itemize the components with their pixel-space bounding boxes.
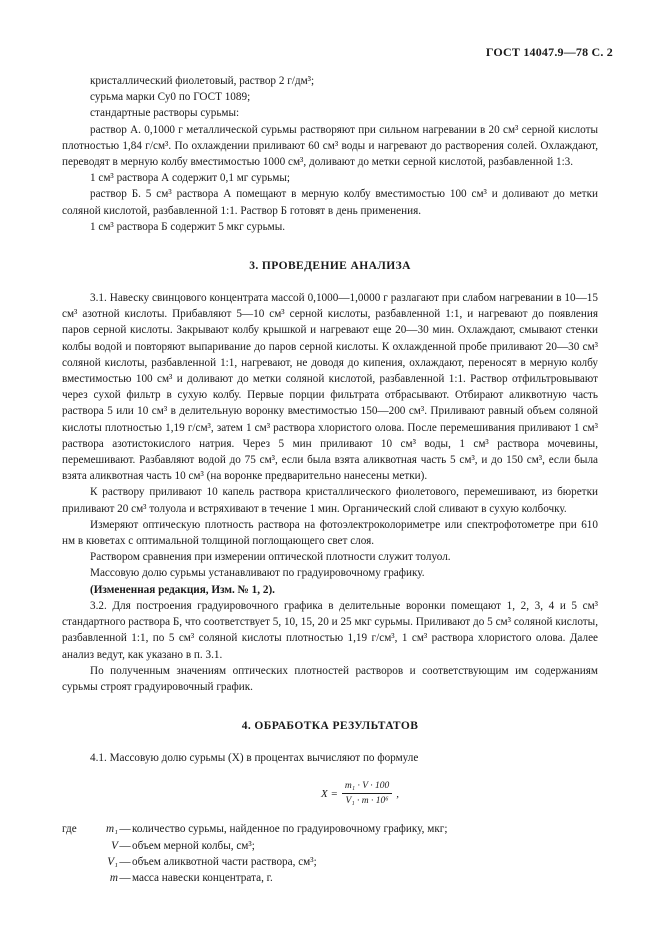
legend-row: m — масса навески концентрата, г. [62, 870, 598, 886]
legend-symbol: m [109, 871, 118, 884]
formula-lhs: X = [321, 787, 338, 800]
section-4-heading: 4. ОБРАБОТКА РЕЗУЛЬТАТОВ [241, 720, 419, 733]
intro-line-1: кристаллический фиолетовый, раствор 2 г/дм³; [90, 75, 315, 87]
solution-a-note: 1 см³ раствора А содержит 0,1 мг сурьмы; [90, 172, 290, 185]
page-header: ГОСТ 14047.9—78 С. 2 [485, 45, 613, 59]
amendment-note: (Измененная редакция, Изм. № 1, 2). [90, 583, 275, 596]
section-3-p5: Массовую долю сурьмы устанавливают по градуировочному графику. [90, 567, 425, 580]
document-body [62, 73, 598, 886]
legend-definition: количество сурьмы, найденное по градуировочному графику, мкг; [132, 823, 448, 836]
section-3-p3: Измеряют оптическую плотность раствора на фотоэлектроколориметре или спектрофотометре при 610 нм в кюветах с оптимальной толщиной поглощающего свет слоя. [62, 518, 598, 548]
formula-fraction [342, 780, 392, 807]
legend-row: где m₁ — количество сурьмы, найденное по градуировочному графику, мкг; [62, 821, 598, 837]
legend-definition: масса навески концентрата, г. [132, 871, 273, 884]
formula-legend [62, 821, 598, 886]
solution-a-paragraph: раствор А. 0,1000 г металлической сурьмы растворяют при сильном нагревании в 20 см³ серной кислоты плотностью 1,84 г/см³. По охлаждении приливают 60 см³ воды и нагревают до растворения солей. Охлаждают, переводят в мерную колбу вместимостью 1000 см³, доливают до метки серной кислотой, разбавленной 1:3. [62, 123, 598, 169]
legend-symbol: V [111, 839, 118, 852]
intro-line-2: сурьма марки Су0 по ГОСТ 1089; [90, 91, 251, 104]
legend-definition: объем мерной колбы, см³; [132, 839, 255, 852]
legend-lead: где [62, 823, 77, 836]
formula [122, 780, 598, 807]
section-3-p8: По полученным значениям оптических плотностей растворов и соответствующим им содержаниям сурьмы строят градуировочный график. [62, 664, 598, 693]
legend-definition: объем аликвотной части раствора, см³; [132, 855, 317, 868]
legend-row: V — объем мерной колбы, см³; [62, 838, 598, 854]
solution-b-paragraph: раствор Б. 5 см³ раствора А помещают в мерную колбу вместимостью 100 см³ и доливают до метки соляной кислотой, разбавленной 1:1. Раствор Б готовят в день применения. [62, 188, 598, 217]
legend-symbol: V₁ [107, 855, 118, 868]
legend-symbol: m₁ [106, 823, 118, 836]
section-4-1-paragraph: 4.1. Массовую долю сурьмы (X) в процентах вычисляют по формуле [90, 752, 419, 765]
formula-tail: , [396, 787, 399, 800]
intro-line-3: стандартные растворы сурьмы: [90, 107, 240, 120]
section-3-p4: Раствором сравнения при измерении оптической плотности служит толуол. [90, 551, 451, 564]
section-3-heading: 3. ПРОВЕДЕНИЕ АНАЛИЗА [249, 260, 411, 273]
section-3-2-paragraph: 3.2. Для построения градуировочного графика в делительные воронки помещают 1, 2, 3, 4 и 5 см³ стандартного раствора Б, что соответствует 5, 10, 15, 20 и 25 мкг сурьмы. Приливают до 5 см³ соляной кислоты, разбавленной 1:1, по 5 см³ соляной кислоты плотностью 1,19 г/см³, 1 см³ раствора хлористого олова. Далее анализ ведут, как указано в п. 3.1. [62, 599, 598, 661]
formula-numerator: m₁ · V · 100 [342, 780, 392, 794]
section-3-p2: К раствору приливают 10 капель раствора кристаллического фиолетового, перемешивают, из бюретки приливают 20 см³ толуола и встряхивают в течение 1 мин. Органический слой сливают в сухую колбочку. [62, 486, 598, 515]
solution-b-note: 1 см³ раствора Б содержит 5 мкг сурьмы. [90, 220, 286, 233]
legend-row: V₁ — объем аликвотной части раствора, см³; [62, 854, 598, 870]
section-3-1-paragraph: 3.1. Навеску свинцового концентрата массой 0,1000—1,0000 г разлагают при слабом нагревании в 10—15 см³ азотной кислоты. Прибавляют 5—10 см³ серной кислоты, разбавленной 1:1, и нагревают до появления паров серной кислоты. Закрывают колбу крышкой и нагревают еще 20—30 мин. Охлаждают, смывают стенки колбы водой и повторяют выпаривание до паров серной кислоты. К охлажденной пробе приливают 20—30 см³ соляной кислоты, разбавленной 1:1, нагревают, не доводя до кипения, охлаждают, переносят в мерную колбу вместимостью 100 см³ и доливают до метки соляной кислотой, разбавленной 1:1. Раствор отфильтровывают через сухой фильтр в сухую колбу. Первые порции фильтрата отбрасывают. Отбирают аликвотную часть раствора 5 или 10 см³ в делительную воронку вместимостью 150—200 см³. Приливают равный объем соляной кислоты плотностью 1,19 г/см³, затем 1 см³ раствора хлористого олова. После перемешивания приливают 1 см³ раствора азотистокислого натрия. Через 5 мин приливают 10 см³ воды, 1 см³ раствора мочевины, перемешивают. Разбавляют водой до 75 см³, если была взята аликвотная часть 5 см³, и до 150 см³, если была взята аликвотная часть 10 см³ (на воронке предварительно нанесены метки). [62, 292, 598, 483]
formula-denominator: V₁ · m · 10⁶ [345, 796, 389, 807]
